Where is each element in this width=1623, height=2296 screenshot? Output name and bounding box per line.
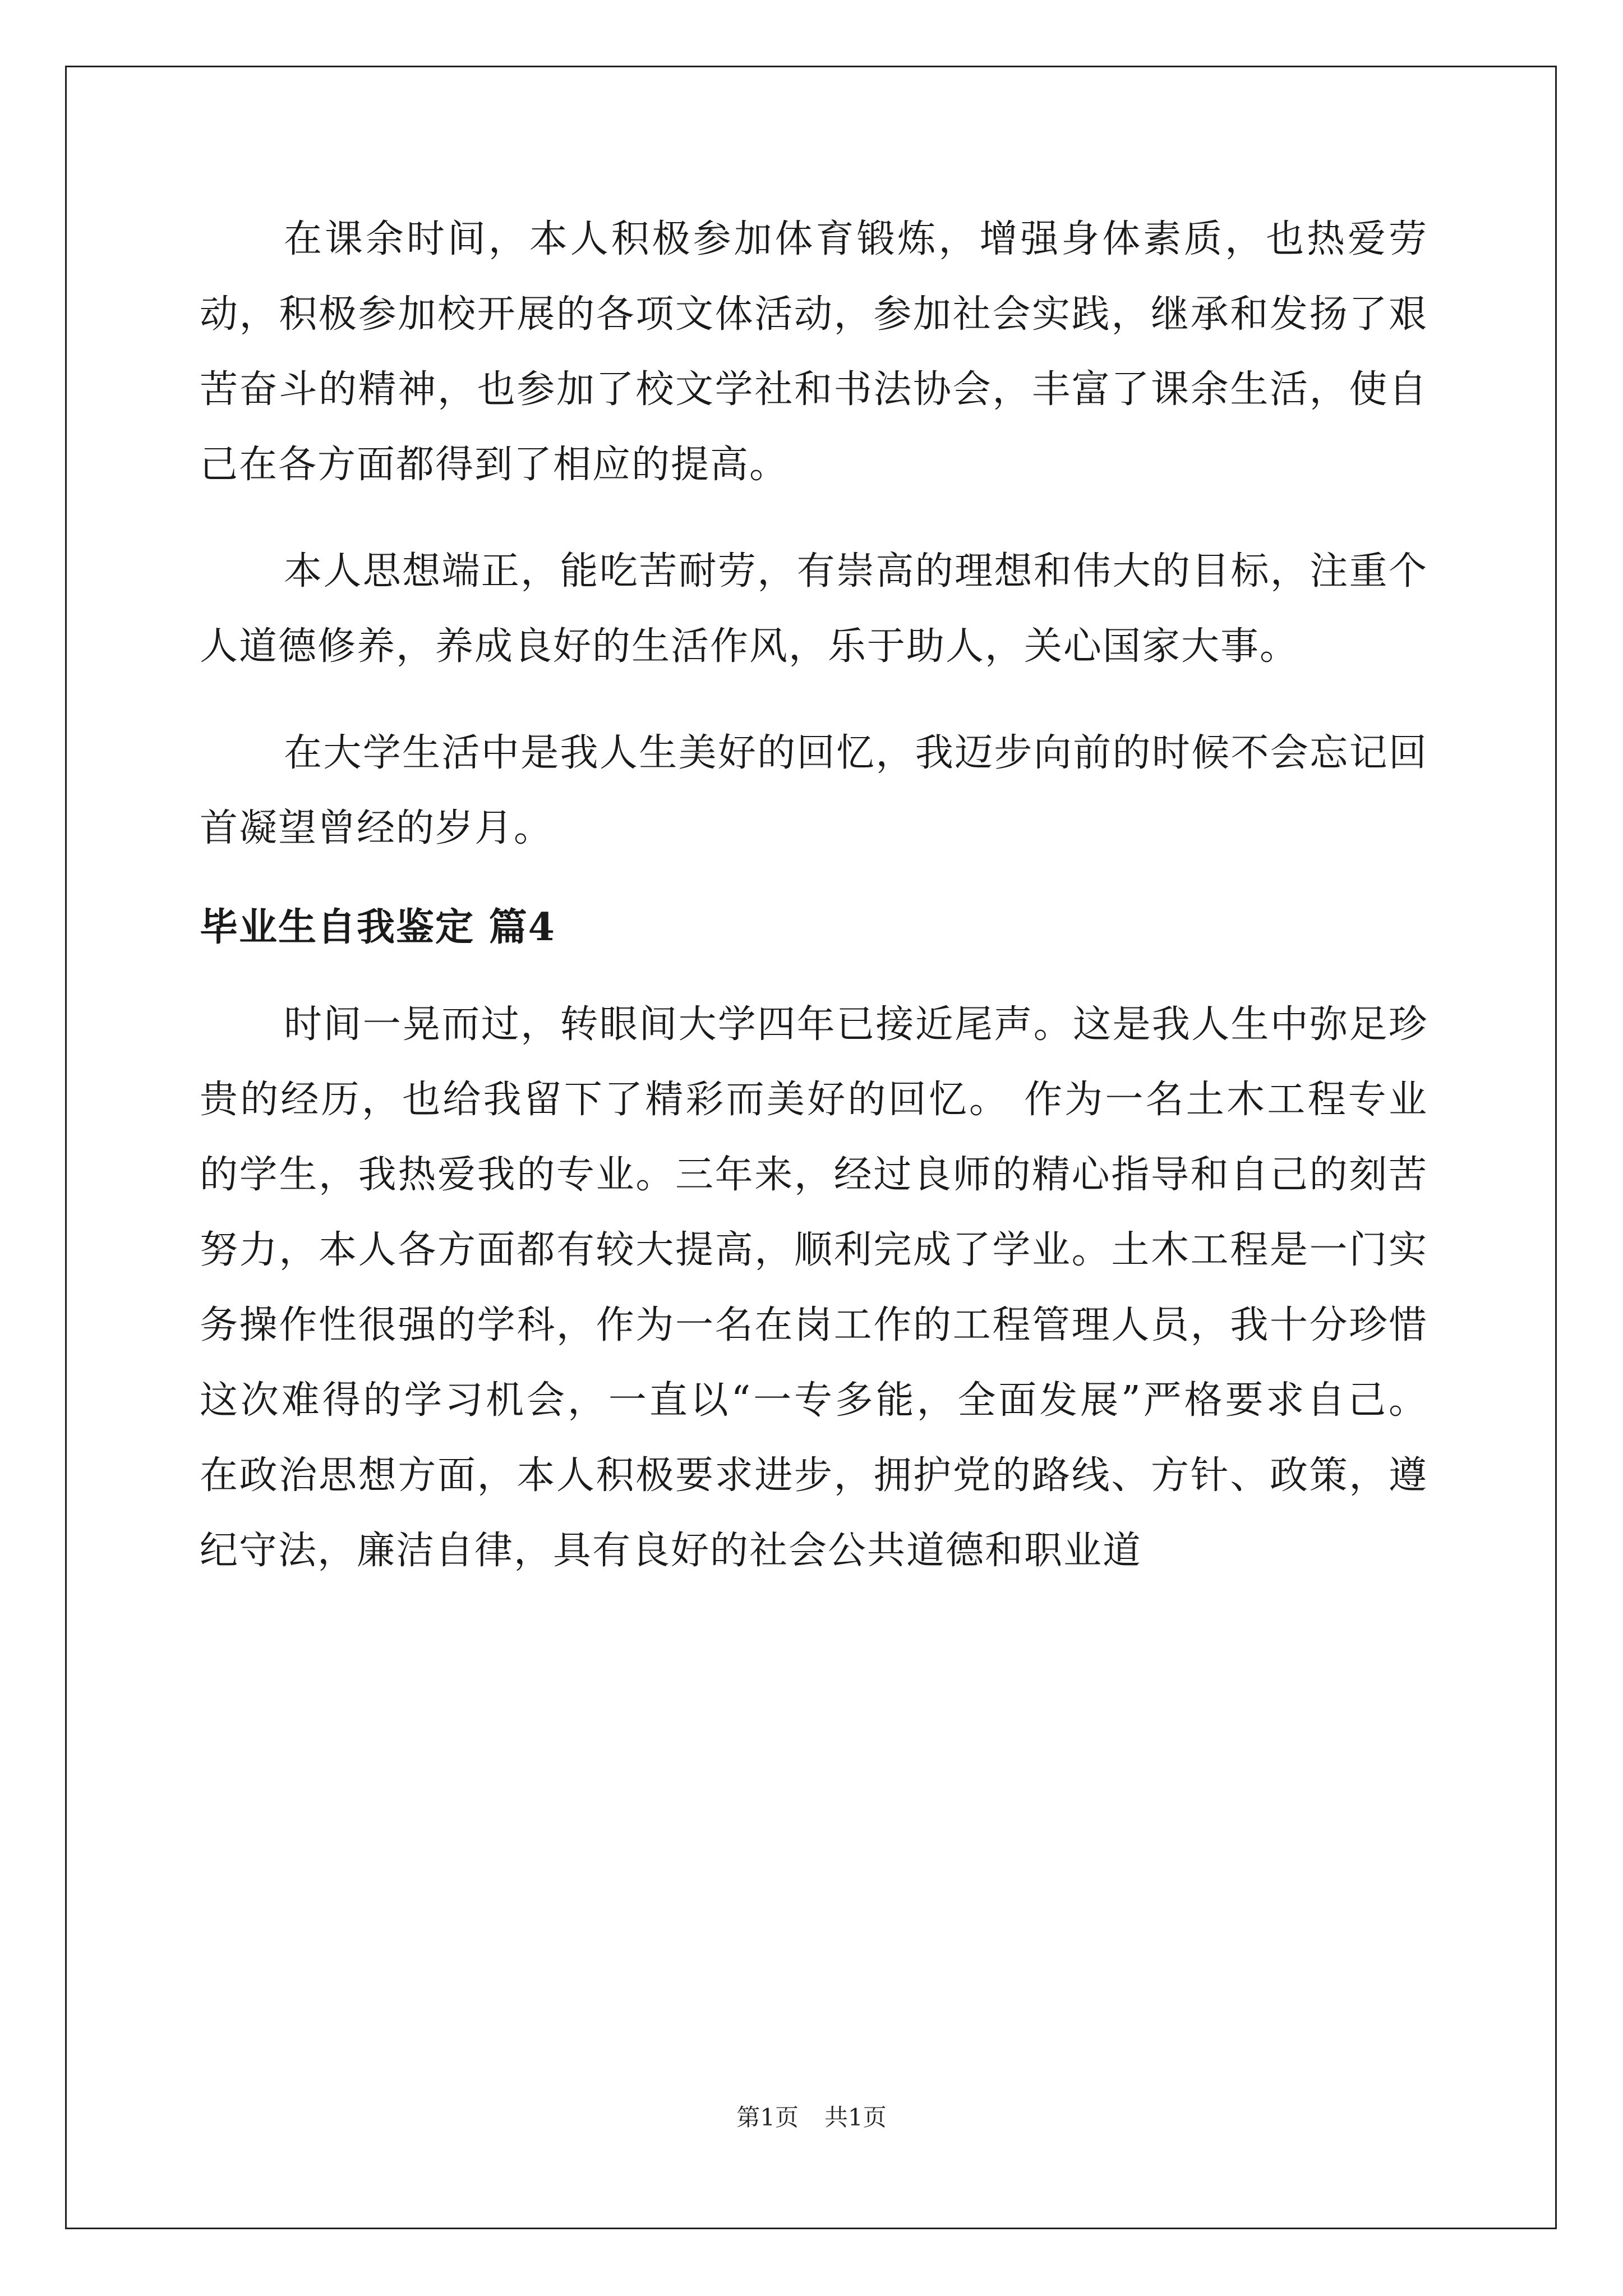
- section-title: 毕业生自我鉴定 篇4: [200, 905, 556, 950]
- page-number: 第1页: [736, 2104, 799, 2131]
- document-body: [200, 202, 1428, 1589]
- page-footer: [0, 2101, 1623, 2134]
- paragraph: 本人思想端正，能吃苦耐劳，有崇高的理想和伟大的目标，注重个人道德修养，养成良好的生活作风，乐于助人，关心国家大事。: [200, 549, 1428, 669]
- paragraph: 时间一晃而过，转眼间大学四年已接近尾声。这是我人生中弥足珍贵的经历，也给我留下了精彩而美好的回忆。 作为一名土木工程专业的学生，我热爱我的专业。三年来，经过良师的精心指导和自己的刻苦努力，本人各方面都有较大提高，顺利完成了学业。土木工程是一门实务操作性很强的学科，作为一名在岗工作的工程管理人员，我十分珍惜这次难得的学习机会，一直以“一专多能，全面发展”严格要求自己。 在政治思想方面，本人积极要求进步，拥护党的路线、方针、政策，遵纪守法，廉洁自律，具有良好的社会公共道德和职业道: [200, 1002, 1428, 1573]
- page-total: 共1页: [824, 2104, 887, 2131]
- paragraph: 在课余时间，本人积极参加体育锻炼，增强身体素质，也热爱劳动，积极参加校开展的各项文体活动，参加社会实践，继承和发扬了艰苦奋斗的精神，也参加了校文学社和书法协会，丰富了课余生活，使自己在各方面都得到了相应的提高。: [200, 217, 1428, 487]
- paragraph: 在大学生活中是我人生美好的回忆，我迈步向前的时候不会忘记回首凝望曾经的岁月。: [200, 731, 1428, 850]
